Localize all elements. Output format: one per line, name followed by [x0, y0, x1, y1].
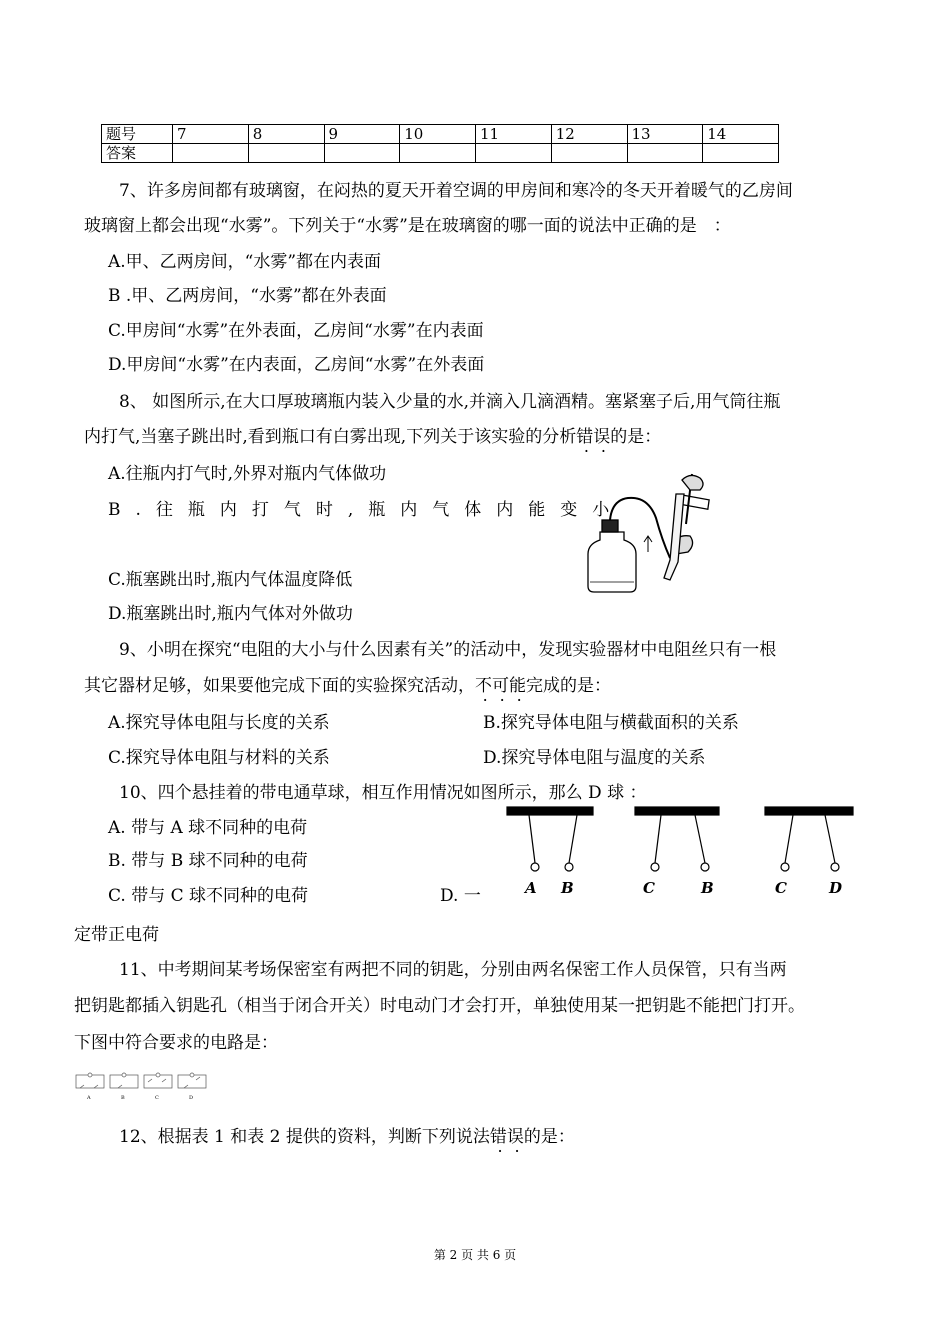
q8-option-b: B.往瓶内打气时,瓶内气体内能变小 — [108, 500, 625, 520]
thread-c1 — [655, 815, 661, 863]
circuit-label: A — [87, 1095, 91, 1101]
answer-table — [101, 124, 779, 163]
answer-cell — [627, 144, 703, 163]
q12-line1-text: 12、根据表 1 和表 2 提供的资料，判断下列说法 — [119, 1127, 490, 1147]
bottle-body — [588, 532, 636, 592]
q12-emphasis-char: 误 — [506, 1127, 524, 1147]
answer-cell — [400, 144, 476, 163]
q12-stem-line1 — [119, 1126, 575, 1148]
question-number-cell: 14 — [703, 125, 779, 144]
q8-emphasis-char: 错 — [576, 427, 594, 447]
q9-stem-line1: 9、小明在探究“电阻的大小与什么因素有关”的活动中，发现实验器材中电阻丝只有一根 — [119, 640, 777, 660]
q8-option-c: C.瓶塞跳出时,瓶内气体温度降低 — [108, 570, 353, 590]
q8-stem-line2 — [84, 426, 661, 448]
question-number-cell: 10 — [400, 125, 476, 144]
stopper — [602, 520, 618, 532]
answer-cell — [248, 144, 324, 163]
q8-option-a: A.往瓶内打气时,外界对瓶内气体做功 — [108, 464, 387, 484]
ball-label: C — [775, 879, 787, 897]
thread-d — [825, 815, 835, 863]
ball-label: B — [561, 879, 574, 897]
q7-option-d: D.甲房间“水雾”在内表面，乙房间“水雾”在外表面 — [108, 355, 485, 375]
ball-label: C — [643, 879, 655, 897]
support-bar-2 — [635, 807, 719, 815]
q10-option-c: C. 带与 C 球不同种的电荷 — [108, 886, 309, 906]
q8-emphasis-char: 误 — [593, 427, 611, 447]
row-label-answer: 答案 — [102, 144, 173, 163]
support-bar-3 — [765, 807, 853, 815]
ball-c1 — [651, 863, 659, 871]
thread-b1 — [569, 815, 577, 863]
q12-emphasis-char: 错 — [489, 1127, 507, 1147]
q7-stem-line1: 7、许多房间都有玻璃窗，在闷热的夏天开着空调的甲房间和寒冷的冬天开着暖气的乙房间 — [119, 181, 793, 201]
question-number-cell: 9 — [324, 125, 400, 144]
q9-option-b: B.探究导体电阻与横截面积的关系 — [483, 713, 739, 733]
circuit-options-figure — [74, 1072, 210, 1102]
motion-arrow — [644, 536, 652, 552]
answer-cell — [173, 144, 249, 163]
q7-option-b: B .甲、乙两房间，“水雾”都在外表面 — [108, 286, 387, 306]
q10-option-a: A. 带与 A 球不同种的电荷 — [108, 818, 308, 838]
q9-option-c: C.探究导体电阻与材料的关系 — [108, 748, 330, 768]
q9-option-a: A.探究导体电阻与长度的关系 — [108, 713, 330, 733]
q9-emphasis-char: 不 — [475, 676, 492, 696]
thread-a — [529, 815, 535, 863]
q9-stem-line2 — [84, 675, 611, 697]
bottle-pump-figure — [578, 474, 723, 594]
q9-emphasis-char: 可 — [492, 676, 509, 696]
ball-label: A — [525, 879, 537, 897]
question-number-cell: 11 — [476, 125, 552, 144]
question-number-cell: 12 — [551, 125, 627, 144]
answer-cell — [324, 144, 400, 163]
q11-stem-line3: 下图中符合要求的电路是： — [74, 1033, 278, 1053]
ball-b2 — [701, 863, 709, 871]
q9-line2-text: 其它器材足够，如果要他完成下面的实验探究活动， — [84, 676, 475, 696]
q10-option-d-start: D. 一 — [440, 886, 481, 906]
q10-option-d-end: 定带正电荷 — [74, 925, 159, 945]
circuit-label: B — [121, 1095, 125, 1101]
q10-option-b: B. 带与 B 球不同种的电荷 — [108, 851, 308, 871]
q8-line2-tail: 的是： — [610, 427, 662, 447]
pump-tube — [610, 498, 670, 558]
question-number-cell: 8 — [248, 125, 324, 144]
question-number-cell: 7 — [173, 125, 249, 144]
q9-line2-tail: 完成的是： — [526, 676, 611, 696]
q9-emphasis-char: 能 — [509, 676, 526, 696]
q11-stem-line2: 把钥匙都插入钥匙孔（相当于闭合开关）时电动门才会打开，单独使用某一把钥匙不能把门打开。 — [74, 996, 805, 1016]
q8-line2-text: 内打气,当塞子跳出时,看到瓶口有白雾出现,下列关于该实验的分析 — [84, 427, 577, 447]
support-bar-1 — [507, 807, 593, 815]
ball-d — [831, 863, 839, 871]
q8-stem-line1: 8、 如图所示,在大口厚玻璃瓶内装入少量的水,并滴入几滴酒精。塞紧塞子后,用气筒往瓶 — [119, 392, 781, 412]
ball-label: B — [701, 879, 714, 897]
row-label-number: 题号 — [102, 125, 173, 144]
thread-c2 — [785, 815, 793, 863]
hand-upper — [682, 475, 703, 490]
ball-label: D — [829, 879, 843, 897]
ball-a — [531, 863, 539, 871]
charged-balls-figure — [505, 805, 857, 900]
circuit-label: D — [189, 1095, 194, 1101]
circuit-label: C — [155, 1095, 159, 1101]
q8-option-d: D.瓶塞跳出时,瓶内气体对外做功 — [108, 604, 353, 624]
question-number-cell: 13 — [627, 125, 703, 144]
q7-option-a: A.甲、乙两房间，“水雾”都在内表面 — [108, 252, 382, 272]
answer-cell — [703, 144, 779, 163]
q10-stem-line1: 10、四个悬挂着的带电通草球，相互作用情况如图所示，那么 D 球 ： — [119, 783, 647, 803]
ball-b1 — [565, 863, 573, 871]
answer-table-answer-row — [102, 144, 779, 163]
q12-line1-tail: 的是： — [523, 1127, 575, 1147]
answer-table-number-row — [102, 125, 779, 144]
q7-option-c: C.甲房间“水雾”在外表面，乙房间“水雾”在内表面 — [108, 321, 484, 341]
thread-b2 — [695, 815, 705, 863]
answer-cell — [551, 144, 627, 163]
q9-option-d: D.探究导体电阻与温度的关系 — [483, 748, 706, 768]
q7-stem-line2: 玻璃窗上都会出现“水雾”。下列关于“水雾”是在玻璃窗的哪一面的说法中正确的是 ： — [84, 216, 731, 236]
q11-stem-line1: 11、中考期间某考场保密室有两把不同的钥匙，分别由两名保密工作人员保管，只有当两 — [119, 960, 787, 980]
page-footer: 第 2 页 共 6 页 — [433, 1248, 517, 1262]
answer-cell — [476, 144, 552, 163]
ball-c2 — [781, 863, 789, 871]
